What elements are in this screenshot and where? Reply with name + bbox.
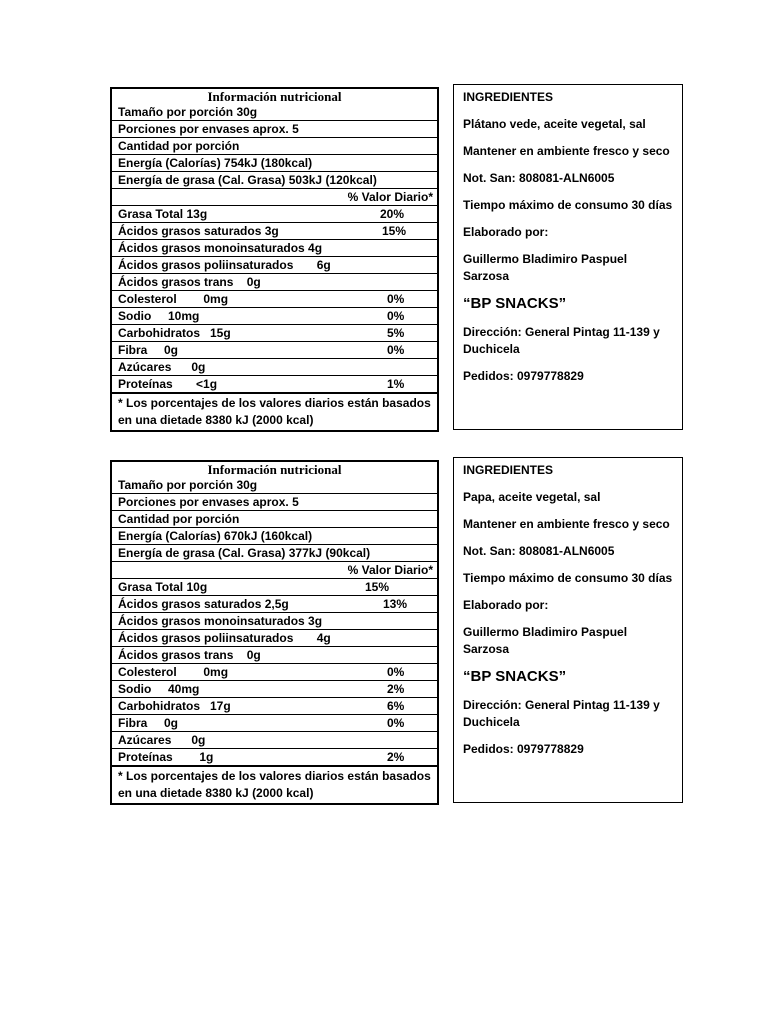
- nutrient-pct: 0%: [387, 343, 405, 357]
- nutrient-row: [112, 681, 437, 698]
- nutrient-pct: 15%: [365, 580, 390, 594]
- made-by-label: Elaborado por:: [463, 598, 549, 612]
- nutrient-row: [112, 325, 437, 342]
- nutrient-row: [112, 749, 437, 767]
- nutrient-pct: 1%: [387, 377, 405, 391]
- storage-text: Mantener en ambiente fresco y seco: [463, 144, 670, 158]
- sanitary-registration: Not. San: 808081-ALN6005: [463, 544, 615, 558]
- nutrient-row: [112, 664, 437, 681]
- nutrition-facts-panel: [110, 87, 439, 432]
- nutrient-name: Fibra 0g: [118, 343, 179, 357]
- producer-name: Guillermo Bladimiro Paspuel Sarzosa: [463, 625, 628, 656]
- amount-per-serving: Cantidad por porción: [112, 138, 437, 155]
- nutrient-name: Ácidos grasos saturados 3g: [118, 224, 279, 238]
- nutrient-pct: 0%: [387, 292, 405, 306]
- nutrient-name: Colesterol 0mg: [118, 665, 229, 679]
- nutrient-name: Ácidos grasos poliinsaturados 4g: [118, 631, 331, 645]
- nutrient-name: Grasa Total 13g: [118, 207, 208, 221]
- nutrient-name: Carbohidratos 15g: [118, 326, 231, 340]
- nutrient-name: Azúcares 0g: [118, 733, 206, 747]
- nutrient-row: [112, 308, 437, 325]
- nutrient-pct: 0%: [387, 665, 405, 679]
- nutrient-pct: 2%: [387, 682, 405, 696]
- ingredients-panel: [453, 84, 683, 430]
- nutrient-name: Proteínas 1g: [118, 750, 214, 764]
- nutrition-title: Información nutricional: [207, 89, 342, 104]
- nutrient-row: [112, 596, 437, 613]
- nutrient-pct: 0%: [387, 716, 405, 730]
- nutrient-row: [112, 698, 437, 715]
- daily-value-header: % Valor Diario*: [112, 189, 437, 206]
- serving-size: Tamaño por porción 30g: [112, 104, 437, 121]
- nutrient-row: [112, 359, 437, 376]
- ingredients-heading: INGREDIENTES: [463, 463, 554, 477]
- sanitary-registration: Not. San: 808081-ALN6005: [463, 171, 615, 185]
- nutrient-name: Ácidos grasos trans 0g: [118, 648, 261, 662]
- orders-phone: Pedidos: 0979778829: [463, 742, 584, 756]
- nutrient-name: Azúcares 0g: [118, 360, 206, 374]
- nutrient-pct: 5%: [387, 326, 405, 340]
- nutrient-row: [112, 647, 437, 664]
- nutrient-name: Ácidos grasos monoinsaturados 4g: [118, 241, 323, 255]
- nutrient-row: [112, 613, 437, 630]
- nutrition-facts-panel: [110, 460, 439, 805]
- serving-size: Tamaño por porción 30g: [112, 477, 437, 494]
- storage-text: Mantener en ambiente fresco y seco: [463, 517, 670, 531]
- nutrient-name: Ácidos grasos trans 0g: [118, 275, 261, 289]
- nutrient-name: Carbohidratos 17g: [118, 699, 231, 713]
- daily-value-header: % Valor Diario*: [112, 562, 437, 579]
- made-by-label: Elaborado por:: [463, 225, 549, 239]
- ingredients-panel: [453, 457, 683, 803]
- amount-per-serving: Cantidad por porción: [112, 511, 437, 528]
- nutrient-name: Grasa Total 10g: [118, 580, 208, 594]
- fat-energy: Energía de grasa (Cal. Grasa) 377kJ (90kcal): [112, 545, 437, 562]
- nutrient-row: [112, 206, 437, 223]
- nutrient-pct: 0%: [387, 309, 405, 323]
- nutrient-row: [112, 223, 437, 240]
- nutrient-name: Fibra 0g: [118, 716, 179, 730]
- energy: Energía (Calorías) 670kJ (160kcal): [112, 528, 437, 545]
- nutrition-title: Información nutricional: [207, 462, 342, 477]
- energy: Energía (Calorías) 754kJ (180kcal): [112, 155, 437, 172]
- shelf-life: Tiempo máximo de consumo 30 días: [463, 198, 673, 212]
- nutrient-name: Sodio 40mg: [118, 682, 200, 696]
- nutrient-row: [112, 342, 437, 359]
- nutrient-pct: 2%: [387, 750, 405, 764]
- nutrient-pct: 15%: [382, 224, 407, 238]
- nutrient-row: [112, 240, 437, 257]
- ingredients-text: Papa, aceite vegetal, sal: [463, 490, 601, 504]
- nutrient-row: [112, 376, 437, 394]
- nutrient-pct: 6%: [387, 699, 405, 713]
- nutrient-name: Proteínas <1g: [118, 377, 218, 391]
- nutrient-row: [112, 715, 437, 732]
- brand-name: “BP SNACKS”: [463, 295, 567, 312]
- nutrient-row: [112, 630, 437, 647]
- nutrient-row: [112, 732, 437, 749]
- nutrient-pct: 20%: [380, 207, 405, 221]
- address: Dirección: General Pintag 11-139 y Duchicela: [463, 698, 660, 729]
- nutrient-row: [112, 291, 437, 308]
- nutrient-row: [112, 257, 437, 274]
- fat-energy: Energía de grasa (Cal. Grasa) 503kJ (120kcal): [112, 172, 437, 189]
- nutrient-name: Ácidos grasos saturados 2,5g: [118, 597, 289, 611]
- daily-value-footnote: * Los porcentajes de los valores diarios están basados en una dietade 8380 kJ (2000 kcal): [118, 396, 431, 427]
- orders-phone: Pedidos: 0979778829: [463, 369, 584, 383]
- shelf-life: Tiempo máximo de consumo 30 días: [463, 571, 673, 585]
- address: Dirección: General Pintag 11-139 y Duchicela: [463, 325, 660, 356]
- producer-name: Guillermo Bladimiro Paspuel Sarzosa: [463, 252, 628, 283]
- servings-per-container: Porciones por envases aprox. 5: [112, 121, 437, 138]
- servings-per-container: Porciones por envases aprox. 5: [112, 494, 437, 511]
- nutrient-pct: 13%: [383, 597, 408, 611]
- nutrient-name: Ácidos grasos monoinsaturados 3g: [118, 614, 323, 628]
- ingredients-heading: INGREDIENTES: [463, 90, 554, 104]
- nutrient-row: [112, 579, 437, 596]
- ingredients-text: Plátano vede, aceite vegetal, sal: [463, 117, 646, 131]
- nutrient-name: Sodio 10mg: [118, 309, 200, 323]
- daily-value-footnote: * Los porcentajes de los valores diarios están basados en una dietade 8380 kJ (2000 kcal): [118, 769, 431, 800]
- nutrient-name: Ácidos grasos poliinsaturados 6g: [118, 258, 331, 272]
- nutrient-row: [112, 274, 437, 291]
- nutrient-name: Colesterol 0mg: [118, 292, 229, 306]
- brand-name: “BP SNACKS”: [463, 668, 567, 685]
